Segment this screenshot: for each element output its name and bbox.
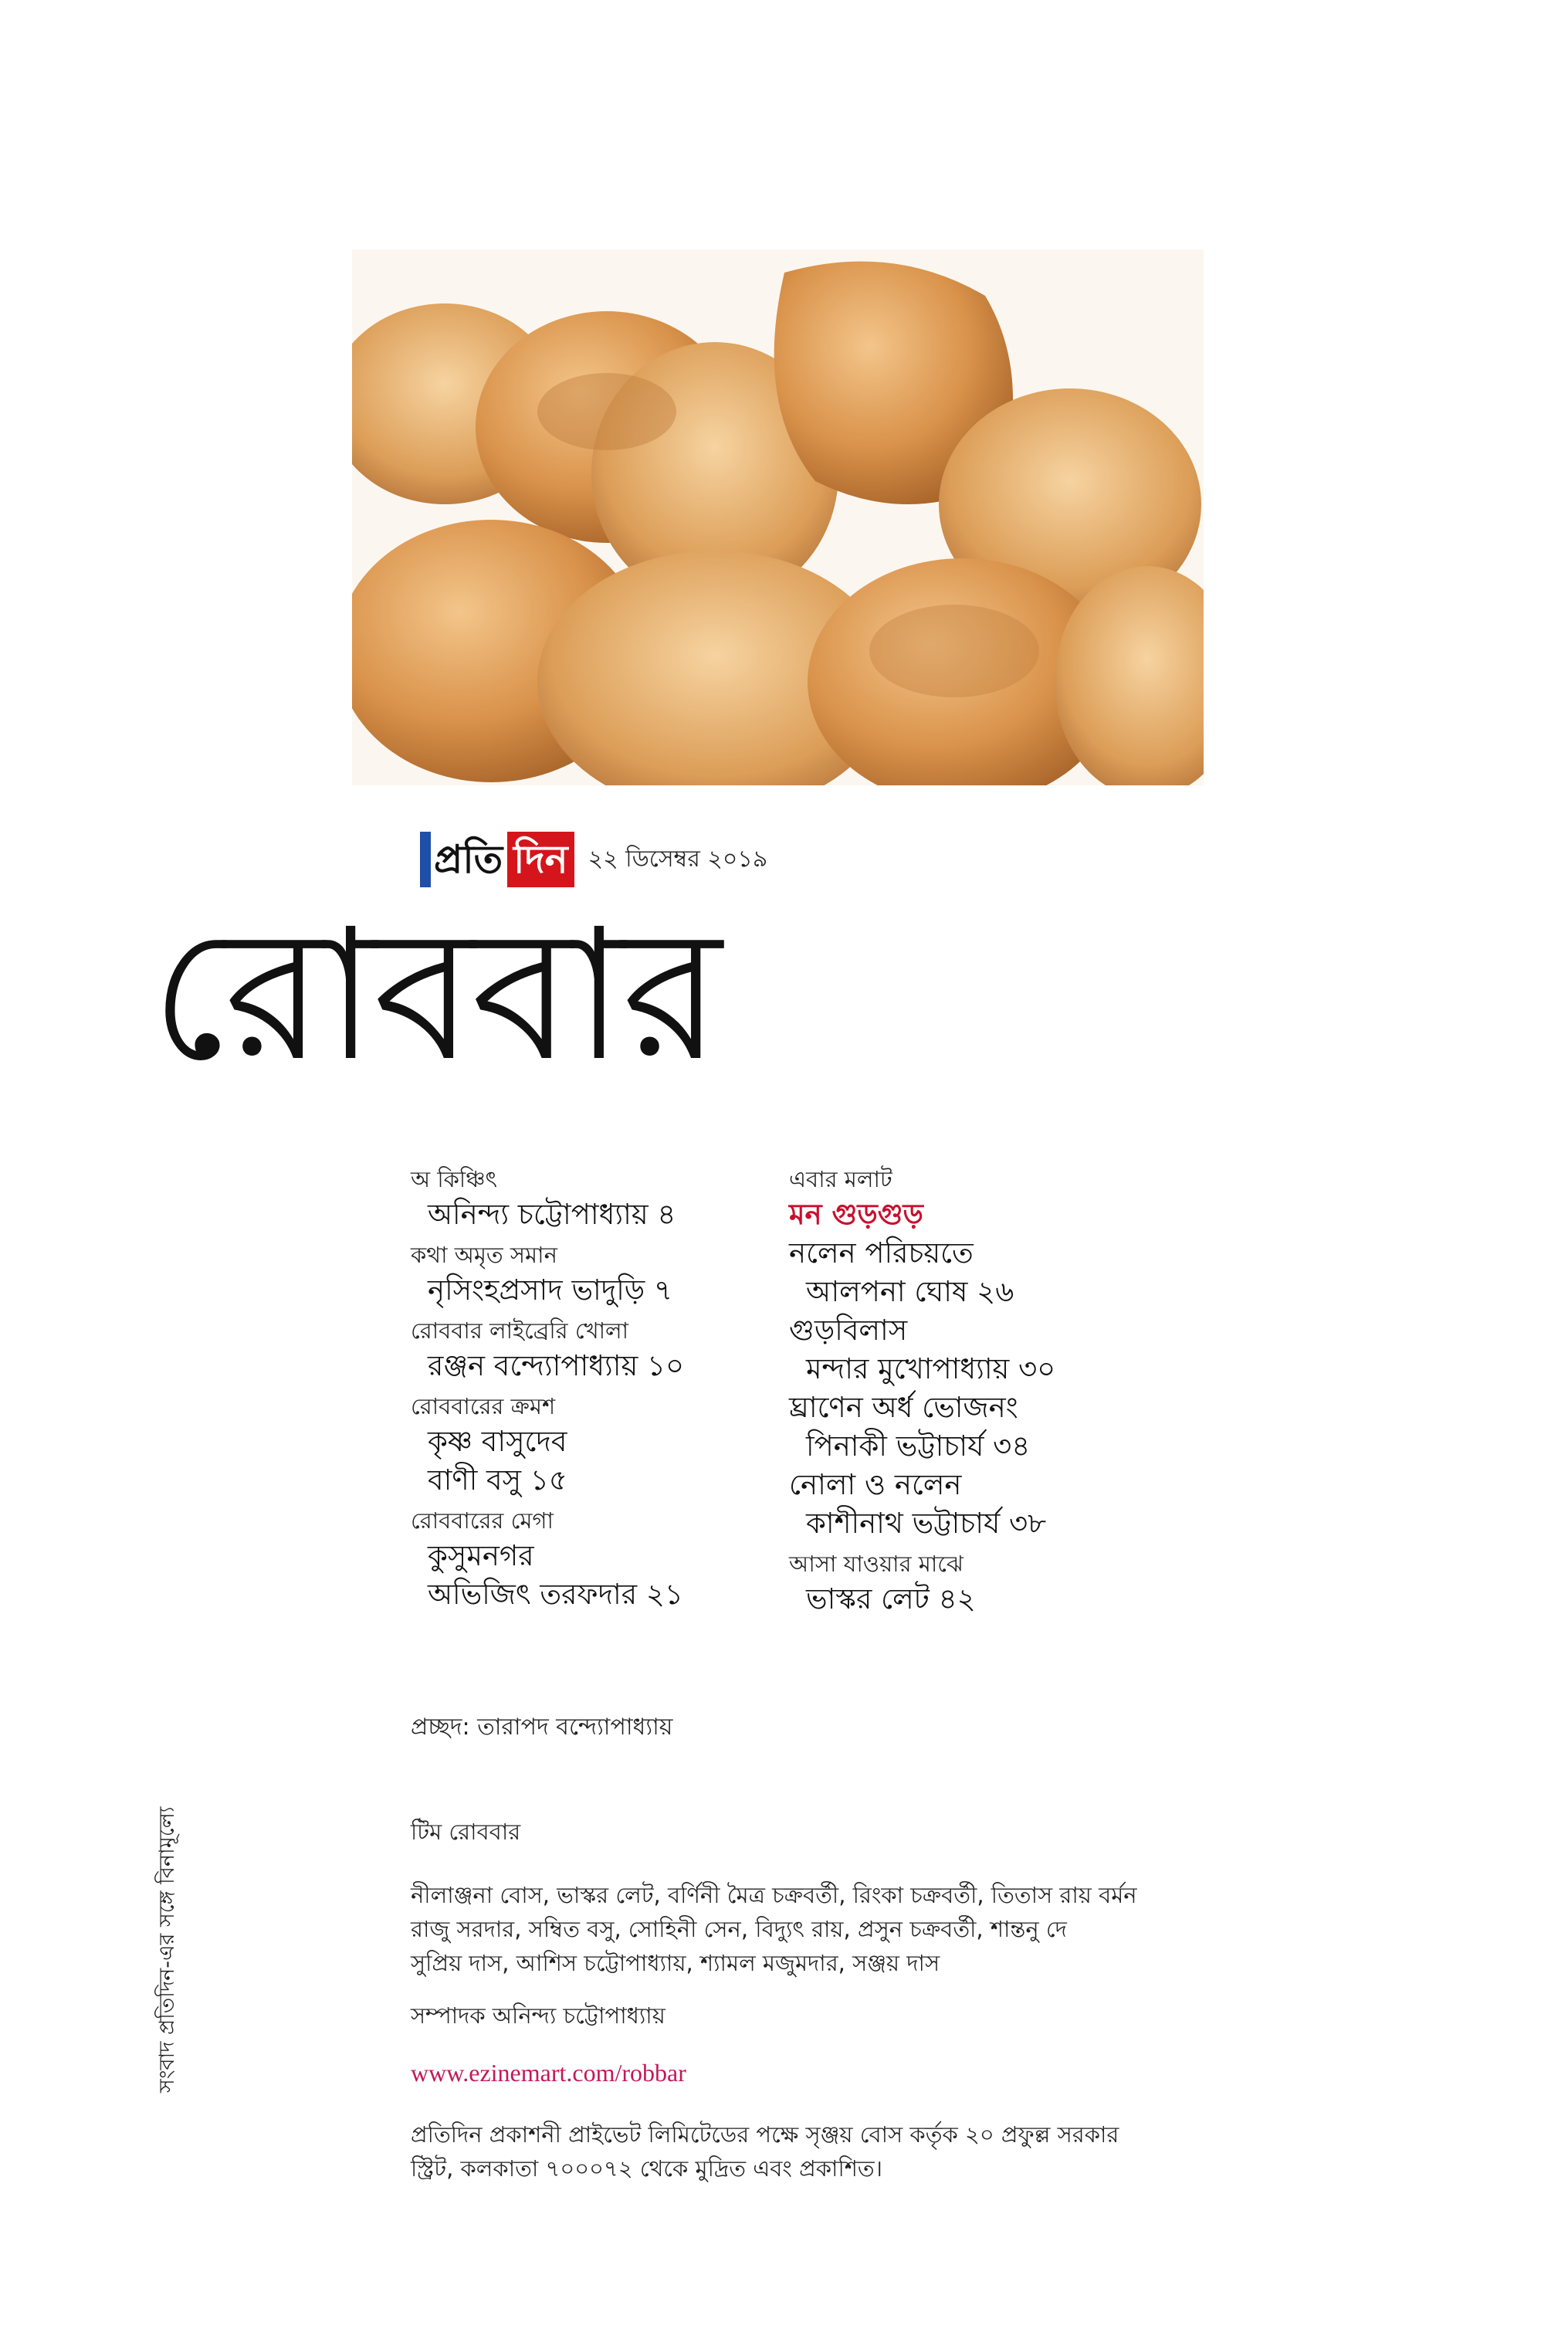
cover-story-title: মন গুড়গুড় <box>789 1198 923 1231</box>
cover-article-3 <box>789 1388 1190 1466</box>
toc-left-section-2 <box>411 1239 774 1310</box>
magazine-title: রোববার <box>151 890 719 1101</box>
section-heading: আসা যাওয়ার মাঝে <box>789 1551 963 1577</box>
toc-entry: কুসুমনগর <box>428 1539 534 1572</box>
article-title: ঘ্রাণেন অর্ধ ভোজনং <box>789 1391 1018 1424</box>
logo-stripe <box>420 832 431 887</box>
article-author: মন্দার মুখোপাধ্যায় ৩০ <box>806 1352 1056 1385</box>
logo-part1: প্রতি <box>434 836 503 882</box>
team-heading: টিম রোববার <box>411 1819 521 1845</box>
toc-left <box>411 1158 774 1614</box>
article-title: নলেন পরিচয়তে <box>789 1236 974 1270</box>
toc-left-section-3 <box>411 1314 774 1385</box>
article-title: গুড়বিলাস <box>789 1314 908 1347</box>
toc-entry: অনিন্দ্য চট্টোপাধ্যায় ৪ <box>428 1198 676 1231</box>
team-list <box>411 1878 1260 1980</box>
cover-article-1 <box>789 1234 1190 1311</box>
issue-date: ২২ ডিসেম্বর ২০১৯ <box>588 845 768 873</box>
article-author: আলপনা ঘোষ ২৬ <box>806 1275 1014 1308</box>
imprint-line: প্রতিদিন প্রকাশনী প্রাইভেট লিমিটেডের পক্ষে সৃঞ্জয় বোস কর্তৃক ২০ প্রফুল্ল সরকার <box>411 2121 1119 2148</box>
cover-credit: প্রচ্ছদ: তারাপদ বন্দ্যোপাধ্যায় <box>411 1714 673 1741</box>
jaggery-photo-icon <box>352 249 1204 785</box>
toc-entry: বাণী বসু ১৫ <box>428 1463 567 1497</box>
toc-entry: নৃসিংহপ্রসাদ ভাদুড়ি ৭ <box>428 1273 673 1307</box>
cover-article-2 <box>789 1311 1190 1388</box>
section-heading: অ কিঞ্চিৎ <box>411 1166 498 1192</box>
section-heading: রোববার লাইব্রেরি খোলা <box>411 1317 629 1344</box>
toc-left-section-1 <box>411 1163 774 1234</box>
imprint-line: স্ট্রিট, কলকাতা ৭০০০৭২ থেকে মুদ্রিত এবং প্রকাশিত। <box>411 2155 883 2182</box>
vertical-free-note: সংবাদ প্রতিদিন-এর সঙ্গে বিনামূল্যে <box>155 1806 179 2093</box>
pratidin-logo <box>420 832 574 887</box>
team-line: রাজু সরদার, সম্বিত বসু, সোহিনী সেন, বিদ্যুৎ রায়, প্রসুন চক্রবর্তী, শান্তনু দে <box>411 1916 1067 1942</box>
section-heading: রোববারের ক্রমশ <box>411 1393 556 1419</box>
section-heading: রোববারের মেগা <box>411 1507 554 1534</box>
toc-left-section-4 <box>411 1390 774 1500</box>
toc-entry: ভাস্কর লেট ৪২ <box>806 1582 976 1616</box>
toc-entry: রঞ্জন বন্দ্যোপাধ্যায় ১০ <box>428 1349 685 1382</box>
toc-left-section-5 <box>411 1504 774 1614</box>
article-title: নোলা ও নলেন <box>789 1468 962 1501</box>
article-author: পিনাকী ভট্টাচার্য ৩৪ <box>806 1429 1031 1463</box>
toc-entry: অভিজিৎ তরফদার ২১ <box>428 1578 683 1611</box>
cover-article-4 <box>789 1466 1190 1543</box>
logo-part2: দিন <box>507 832 574 887</box>
article-author: কাশীনাথ ভট্টাচার্য ৩৮ <box>806 1507 1047 1540</box>
section-heading: কথা অমৃত সমান <box>411 1242 557 1268</box>
team-line: নীলাঞ্জনা বোস, ভাস্কর লেট, বর্ণিনী মৈত্র চক্রবর্তী, রিংকা চক্রবর্তী, তিতাস রায় বর্মন <box>411 1882 1137 1908</box>
editor-credit: সম্পাদক অনিন্দ্য চট্টোপাধ্যায় <box>411 2002 665 2029</box>
cover-section-heading: এবার মলাট <box>789 1166 892 1192</box>
website-link[interactable]: www.ezinemart.com/robbar <box>411 2059 686 2087</box>
cover-photo <box>352 249 1204 785</box>
masthead <box>420 829 767 890</box>
team-line: সুপ্রিয় দাস, আশিস চট্টোপাধ্যায়, শ্যামল মজুমদার, সঞ্জয় দাস <box>411 1950 940 1976</box>
toc-right <box>789 1158 1190 1619</box>
imprint <box>411 2117 1260 2185</box>
toc-entry: কৃষ্ণ বাসুদেব <box>428 1425 567 1458</box>
